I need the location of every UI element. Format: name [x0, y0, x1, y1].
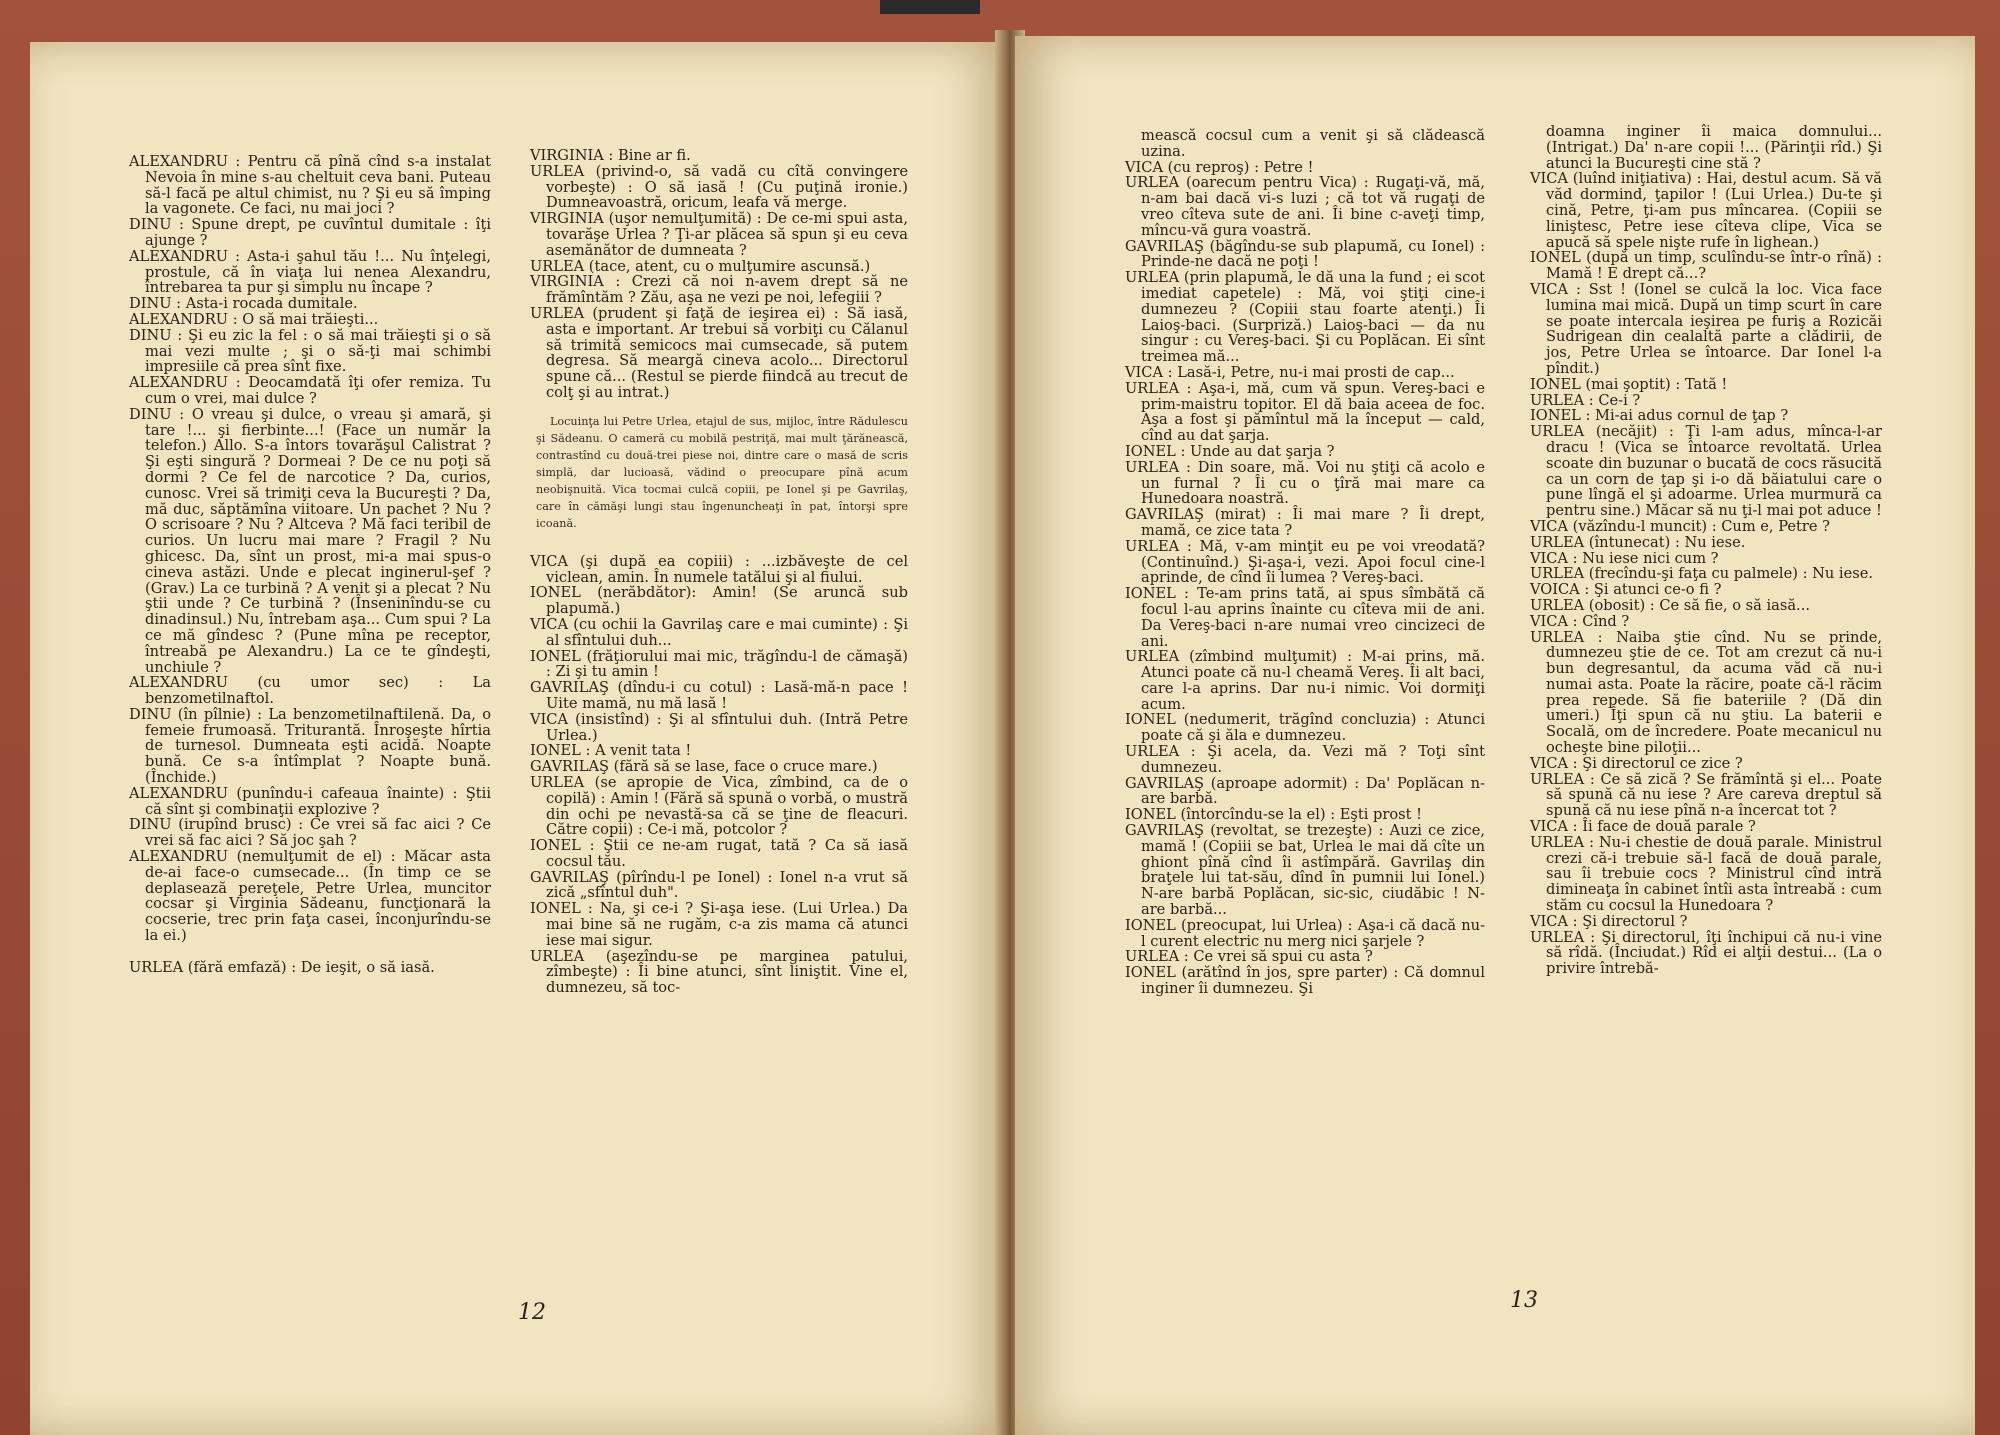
dialogue-line: VICA : Îi face de două parale ? — [1530, 818, 1756, 836]
dialogue-line: URLEA (aşezîndu-se pe marginea patului, zîmbeşte) : Îi bine atunci, sînt liniştit. Vine el, dumnezeu, să toc- — [530, 947, 908, 997]
dialogue-line: IONEL (nerăbdător): Amin! (Se aruncă sub plapumă.) — [530, 584, 908, 618]
dialogue-line: IONEL (arătînd în jos, spre parter) : Că domnul inginer îi dumnezeu. Şi — [1125, 964, 1485, 998]
dialogue-line: URLEA : Ce-i ? — [1530, 391, 1641, 409]
dialogue-line: ALEXANDRU : Pentru că pînă cînd s-a instalat Nevoia în mine s-au cheltuit ceva bani. Puteau să-l facă pe altul chimist, nu ? Şi eu să împing la vagonete. Ce faci, nu mai joci ? — [129, 153, 491, 218]
dialogue-line: URLEA (tace, atent, cu o mulţumire ascunsă.) — [530, 257, 871, 275]
dialogue-line: URLEA (zîmbind mulţumit) : M-ai prins, mă. Atunci poate că nu-l cheamă Vereş. Îi alt baci, care l-a aprins. Dar nu-i nimic. Voi dormiţi acum. — [1125, 648, 1485, 713]
dialogue-line: doamna inginer îi maica domnului... (Intrigat.) Da' n-are copii !... (Părinţii rîd.) Şi atunci la Bucureşti cine stă ? — [1546, 123, 1882, 172]
page-number: 12 — [518, 1300, 546, 1325]
dialogue-line: URLEA (frecîndu-şi faţa cu palmele) : Nu iese. — [1530, 565, 1873, 583]
dialogue-line: URLEA : Din soare, mă. Voi nu ştiţi că acolo e un furnal ? Îi cu o ţîră mai mare ca Hunedoara noastră. — [1125, 458, 1485, 508]
dialogue-line: ALEXANDRU (cu umor sec) : La benzometilnaftol. — [129, 674, 491, 708]
dialogue-line: IONEL : Mi-ai adus cornul de ţap ? — [1530, 407, 1789, 425]
left-page-column-1 — [129, 154, 491, 976]
dialogue-line: URLEA (oarecum pentru Vica) : Rugaţi-vă, mă, n-am bai dacă vi-s luzi ; că tot vă rugaţi de vreo cîteva sute de ani. Îi bine c-aveţi timp, mîncu-vă gura voastră. — [1125, 174, 1485, 239]
dialogue-line: ALEXANDRU (nemulţumit de el) : Măcar asta de-ai face-o cumsecade... (În timp ce se deplasează pereţele, Petre Urlea, muncitor cocsar şi Virginia Sădeanu, funcţionară la cocserie, trec prin faţa casei, înconjurîndu-se la ei.) — [129, 848, 491, 945]
dialogue-line: VICA : Cînd ? — [1530, 612, 1630, 630]
dialogue-line: VICA (văzîndu-l muncit) : Cum e, Petre ? — [1530, 517, 1830, 535]
dialogue-line: IONEL (nedumerit, trăgînd concluzia) : Atunci poate că şi ăla e dumnezeu. — [1125, 711, 1485, 745]
dialogue-line: IONEL : A venit tata ! — [530, 742, 692, 760]
dialogue-line: VOICA : Şi atunci ce-o fi ? — [1530, 581, 1722, 599]
dialogue-line: URLEA (fără emfază) : De ieşit, o să iasă. — [129, 958, 435, 976]
dialogue-line: IONEL : Na, şi ce-i ? Şi-aşa iese. (Lui Urlea.) Da mai bine să ne rugăm, c-a zis mama că atunci iese mai sigur. — [530, 900, 908, 949]
dialogue-line: VICA (insistînd) : Şi al sfîntului duh. (Intră Petre Urlea.) — [530, 710, 908, 744]
dialogue-line: VICA : Şi directorul ce zice ? — [1530, 754, 1743, 772]
page-number: 13 — [1510, 1288, 1538, 1313]
dialogue-line: URLEA (prudent şi faţă de ieşirea ei) : Să iasă, asta e important. Ar trebui să vorbiţi cu Călanul să trimită semicocs mai cumsecade, să putem degresa. Să meargă cineva acolo... Directorul spune că... (Restul se pierde fiindcă au trecut de colţ şi au intrat.) — [530, 304, 908, 401]
dark-strip — [880, 0, 980, 14]
right-page — [1015, 36, 1975, 1435]
dialogue-line: VICA (cu ochii la Gavrilaş care e mai cuminte) : Şi al sfîntului duh... — [530, 615, 908, 649]
dialogue-line: DINU (în pîlnie) : La benzometilnaftilenă. Da, o femeie frumoasă. Triturantă. Înroşeşte hîrtia de turnesol. Dumneata eşti acidă. Noapte bună. Ce s-a întîmplat ? Noapte bună. (Închide.) — [129, 705, 491, 787]
stage-direction-note: Locuinţa lui Petre Urlea, etajul de sus, mijloc, între Rădulescu şi Sădeanu. O cameră cu mobilă pestriţă, mai mult ţărănească, contrastînd cu două-trei piese noi, dintre care o masă de scris simplă, dar lucioasă, vădind o preocupare pînă acum neobişnuită. Vica tocmai culcă copiii, pe Ionel şi pe Gavrilaş, care în cămăşi lungi stau îngenuncheaţi în pat, întorşi spre icoană. — [536, 414, 908, 530]
right-page-column-1 — [1125, 128, 1485, 997]
dialogue-line: IONEL (frăţiorului mai mic, trăgîndu-l de cămaşă) : Zi şi tu amin ! — [530, 647, 908, 681]
right-page-column-2 — [1530, 124, 1882, 977]
left-page-column-2 — [530, 148, 908, 996]
dialogue-line: URLEA : Ce vrei să spui cu asta ? — [1125, 948, 1373, 966]
dialogue-line: VICA : Nu iese nici cum ? — [1530, 549, 1719, 567]
dialogue-line: URLEA : Şi acela, da. Vezi mă ? Toţi sînt dumnezeu. — [1125, 743, 1485, 776]
dialogue-line: URLEA (privind-o, să vadă cu cîtă convingere vorbeşte) : O să iasă ! (Cu puţină ironie.) Dumneavoastră, oricum, leafa vă merge. — [530, 162, 908, 212]
dialogue-line: VICA : Şi directorul ? — [1530, 912, 1688, 930]
dialogue-line: URLEA : Şi directorul, îţi închipui că nu-i vine să rîdă. (Înciudat.) Rîd ei alţii destui... (La o privire întrebă- — [1530, 928, 1882, 978]
spacer — [129, 944, 491, 960]
dialogue-line: GAVRILAŞ (revoltat, se trezeşte) : Auzi ce zice, mamă ! (Copiii se bat, Urlea le mai dă cîte un ghiont pînă cînd îi astîmpără. Gavrilaş din braţele lui tat-său, dînd în pumnii lui Ionel.) N-are barbă Poplăcan, sic-sic, ciudăbic ! N-are barbă... — [1125, 822, 1485, 919]
dialogue-line: ALEXANDRU : O să mai trăieşti... — [129, 310, 379, 328]
dialogue-line: VICA : Sst ! (Ionel se culcă la loc. Vica face lumina mai mică. După un timp scurt în care se poate intercala ieşirea pe furiş a Rozicăi Sudrigean din cealaltă parte a clădirii, de jos, Petre Urlea se întoarce. Dar Ionel l-a pîndit.) — [1530, 280, 1882, 377]
dialogue-line: IONEL : Te-am prins tată, ai spus sîmbătă că focul l-au aprins înainte cu cîteva mii de ani. Da Vereş-baci n-are numai vreo cincizeci de ani. — [1125, 585, 1485, 650]
dialogue-line: VICA (şi după ea copiii) : ...izbăveşte de cel viclean, amin. În numele tatălui şi al fiului. — [530, 552, 908, 586]
dialogue-line: ALEXANDRU : Deocamdată îţi ofer remiza. Tu cum o vrei, mai dulce ? — [129, 374, 491, 407]
dialogue-line: URLEA : Naiba ştie cînd. Nu se prinde, dumnezeu ştie de ce. Tot am crezut că nu-i bun degresantul, da acuma văd că nu-i numai asta. Poate la răcire, poate că-l răcim prea repede. Să fie bateriile ? (Dă din umeri.) Îţi spun că nu ştiu. La baterii e Socală, om de încredere. Poate mecanicul nu ocheşte bine piloţii... — [1530, 628, 1882, 757]
dialogue-line: VICA (cu reproş) : Petre ! — [1125, 158, 1314, 176]
dialogue-line: GAVRILAŞ (dîndu-i cu cotul) : Lasă-mă-n pace ! Uite mamă, nu mă lasă ! — [530, 679, 908, 712]
dialogue-line: DINU : Spune drept, pe cuvîntul dumitale : îţi ajunge ? — [129, 216, 491, 249]
dialogue-line: GAVRILAŞ (pîrîndu-l pe Ionel) : Ionel n-a vrut să zică „sfîntul duh". — [530, 868, 908, 902]
dialogue-line: URLEA : Nu-i chestie de două parale. Ministrul crezi că-i trebuie să-l facă de două parale, sau îi trebuie cocs ? Ministrul cînd intră dimineaţa în cabinet întîi asta întreabă : cum stăm cu cocsul la Hunedoara ? — [1530, 833, 1882, 915]
dialogue-line: VICA : Lasă-i, Petre, nu-i mai prosti de cap... — [1125, 363, 1455, 381]
dialogue-line: DINU : Asta-i rocada dumitale. — [129, 295, 358, 313]
dialogue-line: URLEA : Aşa-i, mă, cum vă spun. Vereş-baci e prim-maistru topitor. El dă baia aceea de foc. Aşa a fost şi pămîntul mă la început — cald, cînd au dat şarja. — [1125, 379, 1485, 445]
dialogue-line: URLEA (obosit) : Ce să fie, o să iasă... — [1530, 596, 1810, 614]
dialogue-line: GAVRILAŞ (aproape adormit) : Da' Poplăcan n-are barbă. — [1125, 774, 1485, 808]
dialogue-line: GAVRILAŞ (fără să se lase, face o cruce mare.) — [530, 758, 878, 776]
dialogue-line: ALEXANDRU (punîndu-i cafeaua înainte) : Ştii că sînt şi combinaţii explozive ? — [129, 784, 491, 818]
dialogue-line: VIRGINIA (uşor nemulţumită) : De ce-mi spui asta, tovarăşe Urlea ? Ţi-ar plăcea să spun şi eu ceva asemănător de dumneata ? — [530, 210, 908, 259]
dialogue-line: GAVRILAŞ (băgîndu-se sub plapumă, cu Ionel) : Prinde-ne dacă ne poţi ! — [1125, 237, 1485, 271]
dialogue-line: ALEXANDRU : Asta-i şahul tău !... Nu înţelegi, prostule, că în viaţa lui nenea Alexandru, întrebarea ta pur şi simplu nu încape ? — [129, 247, 491, 297]
dialogue-line: URLEA : Ce să zică ? Se frămîntă şi el... Poate să spună că nu iese ? Are careva dreptul să spună că nu iese pînă n-a încercat tot ? — [1530, 770, 1882, 820]
dialogue-line: VIRGINIA : Bine ar fi. — [530, 147, 691, 164]
dialogue-line: URLEA (întunecat) : Nu iese. — [1530, 533, 1746, 551]
dialogue-line: IONEL : Ştii ce ne-am rugat, tată ? Ca să iasă cocsul tău. — [530, 837, 908, 870]
dialogue-line: DINU (irupînd brusc) : Ce vrei să fac aici ? Ce vrei să fac aici ? Să joc şah ? — [129, 816, 491, 850]
dialogue-line: VIRGINIA : Crezi că noi n-avem drept să ne frămîntăm ? Zău, aşa ne vezi pe noi, lefegiii ? — [530, 273, 908, 307]
dialogue-line: VICA (luînd iniţiativa) : Hai, destul acum. Să vă văd dormind, ţapilor ! (Lui Urlea.) Du-te şi cină, Petre, ţi-am pus mîncarea. (Copiii se liniştesc, Petre iese cîteva clipe, Vica se apucă să spele nişte rufe în lighean.) — [1530, 170, 1882, 251]
dialogue-line: DINU : O vreau şi dulce, o vreau şi amară, şi tare !... şi fierbinte...! (Face un număr la telefon.) Allo. S-a întors tovarăşul Calistrat ? Şi eşti singură ? Dormeai ? De ce nu poţi să dormi ? Ce fel de narcotice ? Da, curios, cunosc. Vrei să trimiţi ceva la Bucureşti ? Da, mă duc, săptămîna viitoare. Un pachet ? Nu ? O scrisoare ? Nu ? Altceva ? Mă faci teribil de curios. Un lucru mai mare ? Fragil ? Nu ghicesc. Da, sînt un prost, mi-a mai spus-o cineva astăzi. Unde e plecat inginerul-şef ? (Grav.) La ce turbină ? A venit şi a plecat ? Nu ştii unde ? Ce turbină ? (Înseninîndu-se cu dinadinsul.) Nu, întrebam aşa... Cum spui ? La ce mă gîndesc ? (Pune mîna pe receptor, întreabă pe Alexandru.) La ce te gîndeşti, unchiule ? — [129, 405, 491, 676]
dialogue-line: IONEL (mai şoptit) : Tată ! — [1530, 375, 1728, 393]
dialogue-line: URLEA (se apropie de Vica, zîmbind, ca de o copilă) : Amin ! (Fără să spună o vorbă, o mustră din ochi pe nevastă-sa că se ţine de fleacuri. Către copii) : Ce-i mă, potcolor ? — [530, 773, 908, 839]
dialogue-line: URLEA : Mă, v-am minţit eu pe voi vreodată? (Continuînd.) Şi-aşa-i, vezi. Apoi focul cine-l aprinde, de cînd îi lumea ? Vereş-baci. — [1125, 537, 1485, 587]
dialogue-line: DINU : Şi eu zic la fel : o să mai trăieşti şi o să mai vezi multe ; şi o să-ţi mai schimbi impresiile că prea sînt fixe. — [129, 326, 491, 376]
dialogue-line: URLEA (necăjit) : Ţi l-am adus, mînca-l-ar dracu ! (Vica se întoarce revoltată. Urlea scoate din buzunar o bucată de cocs răsucită ca un corn de ţap şi i-o dă băiatului care o pune lîngă el şi adoarme. Urlea murmură ca pentru sine.) Măcar să nu ţi-l mai pot aduce ! — [1530, 423, 1882, 520]
dialogue-line: IONEL (întorcîndu-se la el) : Eşti prost ! — [1125, 806, 1423, 824]
dialogue-line: IONEL (după un timp, sculîndu-se într-o rînă) : Mamă ! E drept că...? — [1530, 249, 1882, 283]
dialogue-line: mească cocsul cum a venit şi să clădească uzina. — [1141, 127, 1485, 160]
left-page — [30, 42, 1005, 1435]
dialogue-line: IONEL : Unde au dat şarja ? — [1125, 442, 1335, 460]
dialogue-line: IONEL (preocupat, lui Urlea) : Aşa-i că dacă nu-l curent electric nu merg nici şarjele ? — [1125, 916, 1485, 950]
dialogue-line: URLEA (prin plapumă, le dă una la fund ; ei scot imediat capetele) : Mă, voi ştiţi cine-i dumnezeu ? (Copiii stau foarte atenţi.) Îi Laioş-baci. (Surpriză.) Laioş-baci — da nu singur : cu Vereş-baci. Şi cu Poplăcan. Ei sînt treimea mă... — [1125, 269, 1485, 366]
dialogue-line: GAVRILAŞ (mirat) : Îi mai mare ? Îi drept, mamă, ce zice tata ? — [1125, 506, 1485, 539]
